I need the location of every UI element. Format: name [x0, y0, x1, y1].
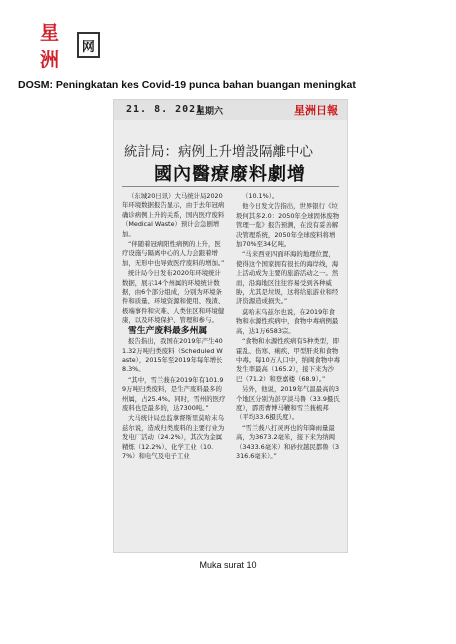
sinchew-logo	[40, 22, 100, 71]
paragraph: “食物和水源性疾病有5种类型，即霍乱、伤寒、痢疾、甲型肝炎和食物中毒。每10万人口中，纳闽食物中毒发生率最高（165.2），接下来为沙巴（71.2）和登嘉楼（68.9）。”	[236, 337, 340, 383]
article-column-left	[122, 192, 226, 462]
clipping-masthead: 星洲日報	[294, 104, 338, 117]
paragraph: “雪兰莪八打灵再也的年降雨量最高，为3673.2毫米，接下来为纳闽（3433.6毫米）和砂拉越民都鲁（3316.6毫米）。”	[236, 423, 340, 460]
newspaper-clipping	[113, 99, 348, 553]
article-column-right	[236, 192, 340, 462]
logo-mark: 网	[77, 32, 100, 58]
clipping-date-bar	[114, 100, 347, 120]
paragraph: 统计局今日发布2020年环境统计数据，展示14个州属的环境统计数据，由6个部分组成，分别为环境条件和质量、环境资源和使用、残渣、极端事件和灾难、人类住区和环境健康，以及环境保护、管理和参与。	[122, 269, 225, 325]
paragraph: （10.1%）。	[242, 192, 279, 200]
paragraph: “马来西亚四面环海的地理位置，使得这个国家拥有很长的海岸线，海上活动成为主要的旅游活动之一。然而，沿海地区往往容易受到各种威胁，尤其是垃圾，这将给旅游业和经济资源造成损失。”	[236, 250, 339, 306]
paragraph: “伴随着冠病阳性病例的上升，医疗设施与隔离中心的人力会跟着增加，无形中也导致医疗废料的增加。”	[122, 240, 225, 267]
paragraph: 莫哈末乌兹尔也说，在2019年食物和水源性疾病中，食物中毒病例最高，达1万6583宗。	[236, 307, 339, 335]
article-headline: DOSM: Peningkatan kes Covid-19 punca bahan buangan meningkat	[18, 79, 356, 91]
clipping-title: 國內醫療廢料劇增	[154, 164, 306, 185]
clipping-kicker: 統計局：病例上升增設隔離中心	[124, 144, 313, 160]
paragraph: 报告指出，我国在2019年产生401.32万吨归类废料（Scheduled Waste），2015年至2019年每年增长8.3%。	[122, 337, 223, 374]
article-subhead: 雪生产废料最多州属	[128, 325, 208, 336]
logo-brand-text: 星洲	[40, 22, 59, 71]
paragraph: 大马统计局总监拿督斯里莫哈末乌兹尔说，造成归类废料的主要行业为发电厂活动（24.2%），其次为金属精炼（12.2%）、化学工业（10.7%）和电气及电子工业	[122, 414, 225, 460]
paragraph: 另外，他说，2019年气温最高的3个地区分别为彭亨淡马鲁（33.9摄氏度），霹雳曹博马鞭和雪兰莪梳邦（平均33.6摄氏度）。	[236, 385, 340, 422]
paragraph: （东城20日讯）大马统计局2020年环境数据报告显示，由于去年冠病确诊病例上升的关系，国内医疗废料（Medical Waste）预计会急剧增加。	[122, 192, 225, 238]
paragraph: 他今日发文告指出，世界银行《垃圾何其多2.0：2050年全球固体废物管理一览》报告预测，在没有妥善解决管理系统，2050年全球废料将增加70%至34亿吨。	[236, 202, 340, 249]
clipping-date: 21. 8. 2021	[126, 104, 204, 115]
divider	[122, 186, 339, 187]
paragraph: “其中，雪兰莪在2019年有101.99万吨归类废料，是生产废料最多的州属，占25.4%。同时，雪州的医疗废料也是最多的，达7300吨。”	[122, 375, 226, 412]
page-number: Muka surat 10	[199, 560, 257, 570]
clipping-weekday: 星期六	[196, 107, 224, 117]
